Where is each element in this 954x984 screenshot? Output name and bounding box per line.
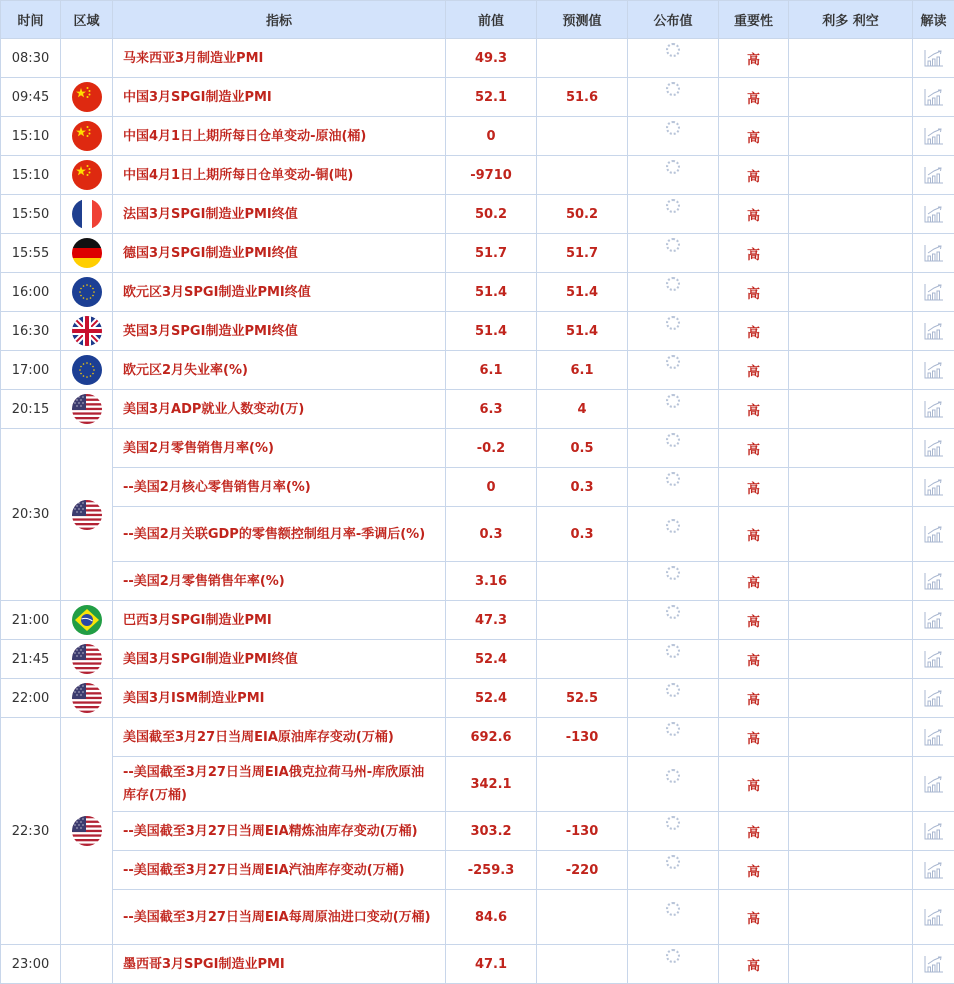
chart-icon[interactable] [924,49,944,67]
time-cell: 15:10 [1,156,61,195]
indicator-link[interactable]: --美国截至3月27日当周EIA每周原油进口变动(万桶) [113,890,446,945]
column-header-time: 时间 [1,1,61,39]
time-cell: 15:50 [1,195,61,234]
chart-icon[interactable] [924,88,944,106]
importance-value: 高 [719,468,789,507]
loading-icon [666,566,680,580]
eu-flag-icon [72,277,102,307]
actual-value [628,195,719,234]
importance-value: 高 [719,156,789,195]
loading-icon [666,238,680,252]
loading-icon [666,121,680,135]
time-cell: 21:00 [1,601,61,640]
actual-value [628,468,719,507]
forecast-value: 4 [537,390,628,429]
region-cell [61,39,113,78]
region-cell [61,679,113,718]
table-row [1,945,954,984]
indicator-link[interactable]: 法国3月SPGI制造业PMI终值 [113,195,446,234]
loading-icon [666,472,680,486]
chart-icon[interactable] [924,166,944,184]
forecast-value: -130 [537,812,628,851]
impact-cell [789,945,913,984]
interpret-cell[interactable] [913,507,954,562]
indicator-link[interactable]: 美国2月零售销售月率(%) [113,429,446,468]
table-row [1,601,954,640]
loading-icon [666,769,680,783]
column-header-importance: 重要性 [719,1,789,39]
forecast-value [537,562,628,601]
indicator-link[interactable]: 巴西3月SPGI制造业PMI [113,601,446,640]
actual-value [628,640,719,679]
china-flag-icon [72,121,102,151]
chart-icon[interactable] [924,283,944,301]
table-row [1,851,954,890]
impact-cell [789,117,913,156]
actual-value [628,117,719,156]
previous-value: 47.3 [446,601,537,640]
previous-value: 52.4 [446,679,537,718]
table-row [1,468,954,507]
table-row [1,234,954,273]
importance-value: 高 [719,78,789,117]
indicator-link[interactable]: --美国截至3月27日当周EIA汽油库存变动(万桶) [113,851,446,890]
previous-value: 6.1 [446,351,537,390]
interpret-cell[interactable] [913,851,954,890]
forecast-value [537,640,628,679]
previous-value: 47.1 [446,945,537,984]
previous-value: -9710 [446,156,537,195]
previous-value: -0.2 [446,429,537,468]
table-row [1,390,954,429]
importance-value: 高 [719,718,789,757]
importance-value: 高 [719,312,789,351]
loading-icon [666,277,680,291]
interpret-cell[interactable] [913,757,954,812]
indicator-link[interactable]: 墨西哥3月SPGI制造业PMI [113,945,446,984]
previous-value: -259.3 [446,851,537,890]
loading-icon [666,722,680,736]
impact-cell [789,390,913,429]
impact-cell [789,812,913,851]
importance-value: 高 [719,429,789,468]
impact-cell [789,890,913,945]
table-row [1,679,954,718]
loading-icon [666,605,680,619]
indicator-link[interactable]: 欧元区2月失业率(%) [113,351,446,390]
chart-icon[interactable] [924,728,944,746]
interpret-cell[interactable] [913,945,954,984]
chart-icon[interactable] [924,439,944,457]
impact-cell [789,562,913,601]
actual-value [628,312,719,351]
table-header-row [1,1,954,39]
region-cell [61,312,113,351]
brazil-flag-icon [72,605,102,635]
chart-icon[interactable] [924,611,944,629]
actual-value [628,890,719,945]
chart-icon[interactable] [924,955,944,973]
chart-icon[interactable] [924,400,944,418]
importance-value: 高 [719,601,789,640]
column-header-region: 区域 [61,1,113,39]
previous-value: 50.2 [446,195,537,234]
interpret-cell[interactable] [913,679,954,718]
time-cell: 22:00 [1,679,61,718]
usa-flag-icon [72,816,102,846]
impact-cell [789,312,913,351]
importance-value: 高 [719,195,789,234]
importance-value: 高 [719,679,789,718]
table-row [1,351,954,390]
loading-icon [666,519,680,533]
previous-value: 49.3 [446,39,537,78]
region-cell [61,601,113,640]
chart-icon[interactable] [924,525,944,543]
loading-icon [666,316,680,330]
region-cell [61,429,113,601]
actual-value [628,812,719,851]
actual-value [628,851,719,890]
indicator-link[interactable]: 马来西亚3月制造业PMI [113,39,446,78]
forecast-value [537,156,628,195]
loading-icon [666,394,680,408]
previous-value: 303.2 [446,812,537,851]
chart-icon[interactable] [924,861,944,879]
column-header-indicator: 指标 [113,1,446,39]
indicator-link[interactable]: 中国4月1日上期所每日仓单变动-原油(桶) [113,117,446,156]
importance-value: 高 [719,562,789,601]
usa-flag-icon [72,500,102,530]
indicator-link[interactable]: 欧元区3月SPGI制造业PMI终值 [113,273,446,312]
impact-cell [789,468,913,507]
table-row [1,78,954,117]
time-cell: 15:10 [1,117,61,156]
eu-flag-icon [72,355,102,385]
time-cell: 20:15 [1,390,61,429]
impact-cell [789,507,913,562]
forecast-value [537,601,628,640]
impact-cell [789,679,913,718]
impact-cell [789,718,913,757]
forecast-value: -130 [537,718,628,757]
indicator-link[interactable]: 美国3月SPGI制造业PMI终值 [113,640,446,679]
impact-cell [789,757,913,812]
actual-value [628,390,719,429]
interpret-cell[interactable] [913,890,954,945]
forecast-value [537,945,628,984]
interpret-cell[interactable] [913,195,954,234]
table-row [1,429,954,468]
time-cell: 15:55 [1,234,61,273]
indicator-link[interactable]: --美国2月关联GDP的零售额控制组月率-季调后(%) [113,507,446,562]
indicator-link[interactable]: 美国3月ADP就业人数变动(万) [113,390,446,429]
actual-value [628,945,719,984]
previous-value: 0 [446,468,537,507]
actual-value [628,78,719,117]
previous-value: 52.4 [446,640,537,679]
interpret-cell[interactable] [913,640,954,679]
actual-value [628,757,719,812]
previous-value: 342.1 [446,757,537,812]
impact-cell [789,273,913,312]
loading-icon [666,816,680,830]
forecast-value: 51.7 [537,234,628,273]
indicator-link[interactable]: --美国截至3月27日当周EIA俄克拉荷马州-库欣原油库存(万桶) [113,757,446,812]
indicator-link[interactable]: --美国2月零售销售年率(%) [113,562,446,601]
interpret-cell[interactable] [913,273,954,312]
interpret-cell[interactable] [913,39,954,78]
importance-value: 高 [719,39,789,78]
forecast-value [537,890,628,945]
chart-icon[interactable] [924,205,944,223]
impact-cell [789,156,913,195]
interpret-cell[interactable] [913,812,954,851]
region-cell [61,78,113,117]
chart-icon[interactable] [924,689,944,707]
forecast-value: 51.4 [537,273,628,312]
forecast-value: 6.1 [537,351,628,390]
column-header-impact: 利多 利空 [789,1,913,39]
table-row [1,273,954,312]
china-flag-icon [72,160,102,190]
chart-icon[interactable] [924,244,944,262]
importance-value: 高 [719,851,789,890]
region-cell [61,273,113,312]
impact-cell [789,601,913,640]
forecast-value [537,39,628,78]
usa-flag-icon [72,683,102,713]
loading-icon [666,683,680,697]
actual-value [628,273,719,312]
previous-value: 51.4 [446,273,537,312]
time-cell: 20:30 [1,429,61,601]
importance-value: 高 [719,507,789,562]
importance-value: 高 [719,390,789,429]
forecast-value: -220 [537,851,628,890]
loading-icon [666,902,680,916]
interpret-cell[interactable] [913,429,954,468]
indicator-link[interactable]: 中国3月SPGI制造业PMI [113,78,446,117]
region-cell [61,195,113,234]
table-row [1,156,954,195]
actual-value [628,679,719,718]
table-row [1,195,954,234]
actual-value [628,39,719,78]
forecast-value: 50.2 [537,195,628,234]
forecast-value: 0.3 [537,468,628,507]
interpret-cell[interactable] [913,601,954,640]
interpret-cell[interactable] [913,234,954,273]
importance-value: 高 [719,273,789,312]
table-row [1,640,954,679]
interpret-cell[interactable] [913,351,954,390]
time-cell: 16:00 [1,273,61,312]
time-cell: 22:30 [1,718,61,945]
interpret-cell[interactable] [913,78,954,117]
previous-value: 84.6 [446,890,537,945]
chart-icon[interactable] [924,775,944,793]
interpret-cell[interactable] [913,117,954,156]
interpret-cell[interactable] [913,718,954,757]
table-row [1,507,954,562]
impact-cell [789,39,913,78]
chart-icon[interactable] [924,650,944,668]
column-header-forecast: 预测值 [537,1,628,39]
loading-icon [666,855,680,869]
impact-cell [789,234,913,273]
table-row [1,562,954,601]
importance-value: 高 [719,757,789,812]
previous-value: 51.7 [446,234,537,273]
column-header-actual: 公布值 [628,1,719,39]
impact-cell [789,640,913,679]
indicator-link[interactable]: 德国3月SPGI制造业PMI终值 [113,234,446,273]
column-header-previous: 前值 [446,1,537,39]
china-flag-icon [72,82,102,112]
impact-cell [789,351,913,390]
loading-icon [666,160,680,174]
loading-icon [666,43,680,57]
chart-icon[interactable] [924,572,944,590]
table-row [1,812,954,851]
time-cell: 16:30 [1,312,61,351]
time-cell: 17:00 [1,351,61,390]
time-cell: 23:00 [1,945,61,984]
previous-value: 52.1 [446,78,537,117]
indicator-link[interactable]: 美国截至3月27日当周EIA原油库存变动(万桶) [113,718,446,757]
region-cell [61,945,113,984]
usa-flag-icon [72,394,102,424]
actual-value [628,562,719,601]
loading-icon [666,949,680,963]
indicator-link[interactable]: 英国3月SPGI制造业PMI终值 [113,312,446,351]
impact-cell [789,851,913,890]
importance-value: 高 [719,351,789,390]
column-header-interpret: 解读 [913,1,954,39]
forecast-value [537,757,628,812]
importance-value: 高 [719,234,789,273]
importance-value: 高 [719,117,789,156]
indicator-link[interactable]: 美国3月ISM制造业PMI [113,679,446,718]
actual-value [628,429,719,468]
table-row [1,312,954,351]
chart-icon[interactable] [924,127,944,145]
loading-icon [666,82,680,96]
previous-value: 692.6 [446,718,537,757]
forecast-value: 51.4 [537,312,628,351]
table-row [1,718,954,757]
importance-value: 高 [719,640,789,679]
previous-value: 6.3 [446,390,537,429]
region-cell [61,390,113,429]
actual-value [628,156,719,195]
region-cell [61,351,113,390]
time-cell: 09:45 [1,78,61,117]
chart-icon[interactable] [924,478,944,496]
region-cell [61,117,113,156]
time-cell: 08:30 [1,39,61,78]
interpret-cell[interactable] [913,468,954,507]
uk-flag-icon [72,316,102,346]
chart-icon[interactable] [924,822,944,840]
importance-value: 高 [719,812,789,851]
previous-value: 0 [446,117,537,156]
indicator-link[interactable]: --美国截至3月27日当周EIA精炼油库存变动(万桶) [113,812,446,851]
loading-icon [666,199,680,213]
previous-value: 51.4 [446,312,537,351]
interpret-cell[interactable] [913,390,954,429]
forecast-value [537,117,628,156]
actual-value [628,507,719,562]
importance-value: 高 [719,945,789,984]
table-row [1,890,954,945]
indicator-link[interactable]: 中国4月1日上期所每日仓单变动-铜(吨) [113,156,446,195]
loading-icon [666,433,680,447]
loading-icon [666,644,680,658]
actual-value [628,351,719,390]
loading-icon [666,355,680,369]
actual-value [628,234,719,273]
importance-value: 高 [719,890,789,945]
forecast-value: 52.5 [537,679,628,718]
region-cell [61,156,113,195]
germany-flag-icon [72,238,102,268]
region-cell [61,718,113,945]
usa-flag-icon [72,644,102,674]
impact-cell [789,429,913,468]
previous-value: 0.3 [446,507,537,562]
france-flag-icon [72,199,102,229]
region-cell [61,234,113,273]
region-cell [61,640,113,679]
impact-cell [789,195,913,234]
forecast-value: 0.3 [537,507,628,562]
table-row [1,39,954,78]
table-row [1,117,954,156]
actual-value [628,718,719,757]
table-row [1,757,954,812]
chart-icon[interactable] [924,322,944,340]
interpret-cell[interactable] [913,156,954,195]
previous-value: 3.16 [446,562,537,601]
chart-icon[interactable] [924,361,944,379]
time-cell: 21:45 [1,640,61,679]
impact-cell [789,78,913,117]
chart-icon[interactable] [924,908,944,926]
forecast-value: 51.6 [537,78,628,117]
indicator-link[interactable]: --美国2月核心零售销售月率(%) [113,468,446,507]
forecast-value: 0.5 [537,429,628,468]
actual-value [628,601,719,640]
interpret-cell[interactable] [913,562,954,601]
interpret-cell[interactable] [913,312,954,351]
